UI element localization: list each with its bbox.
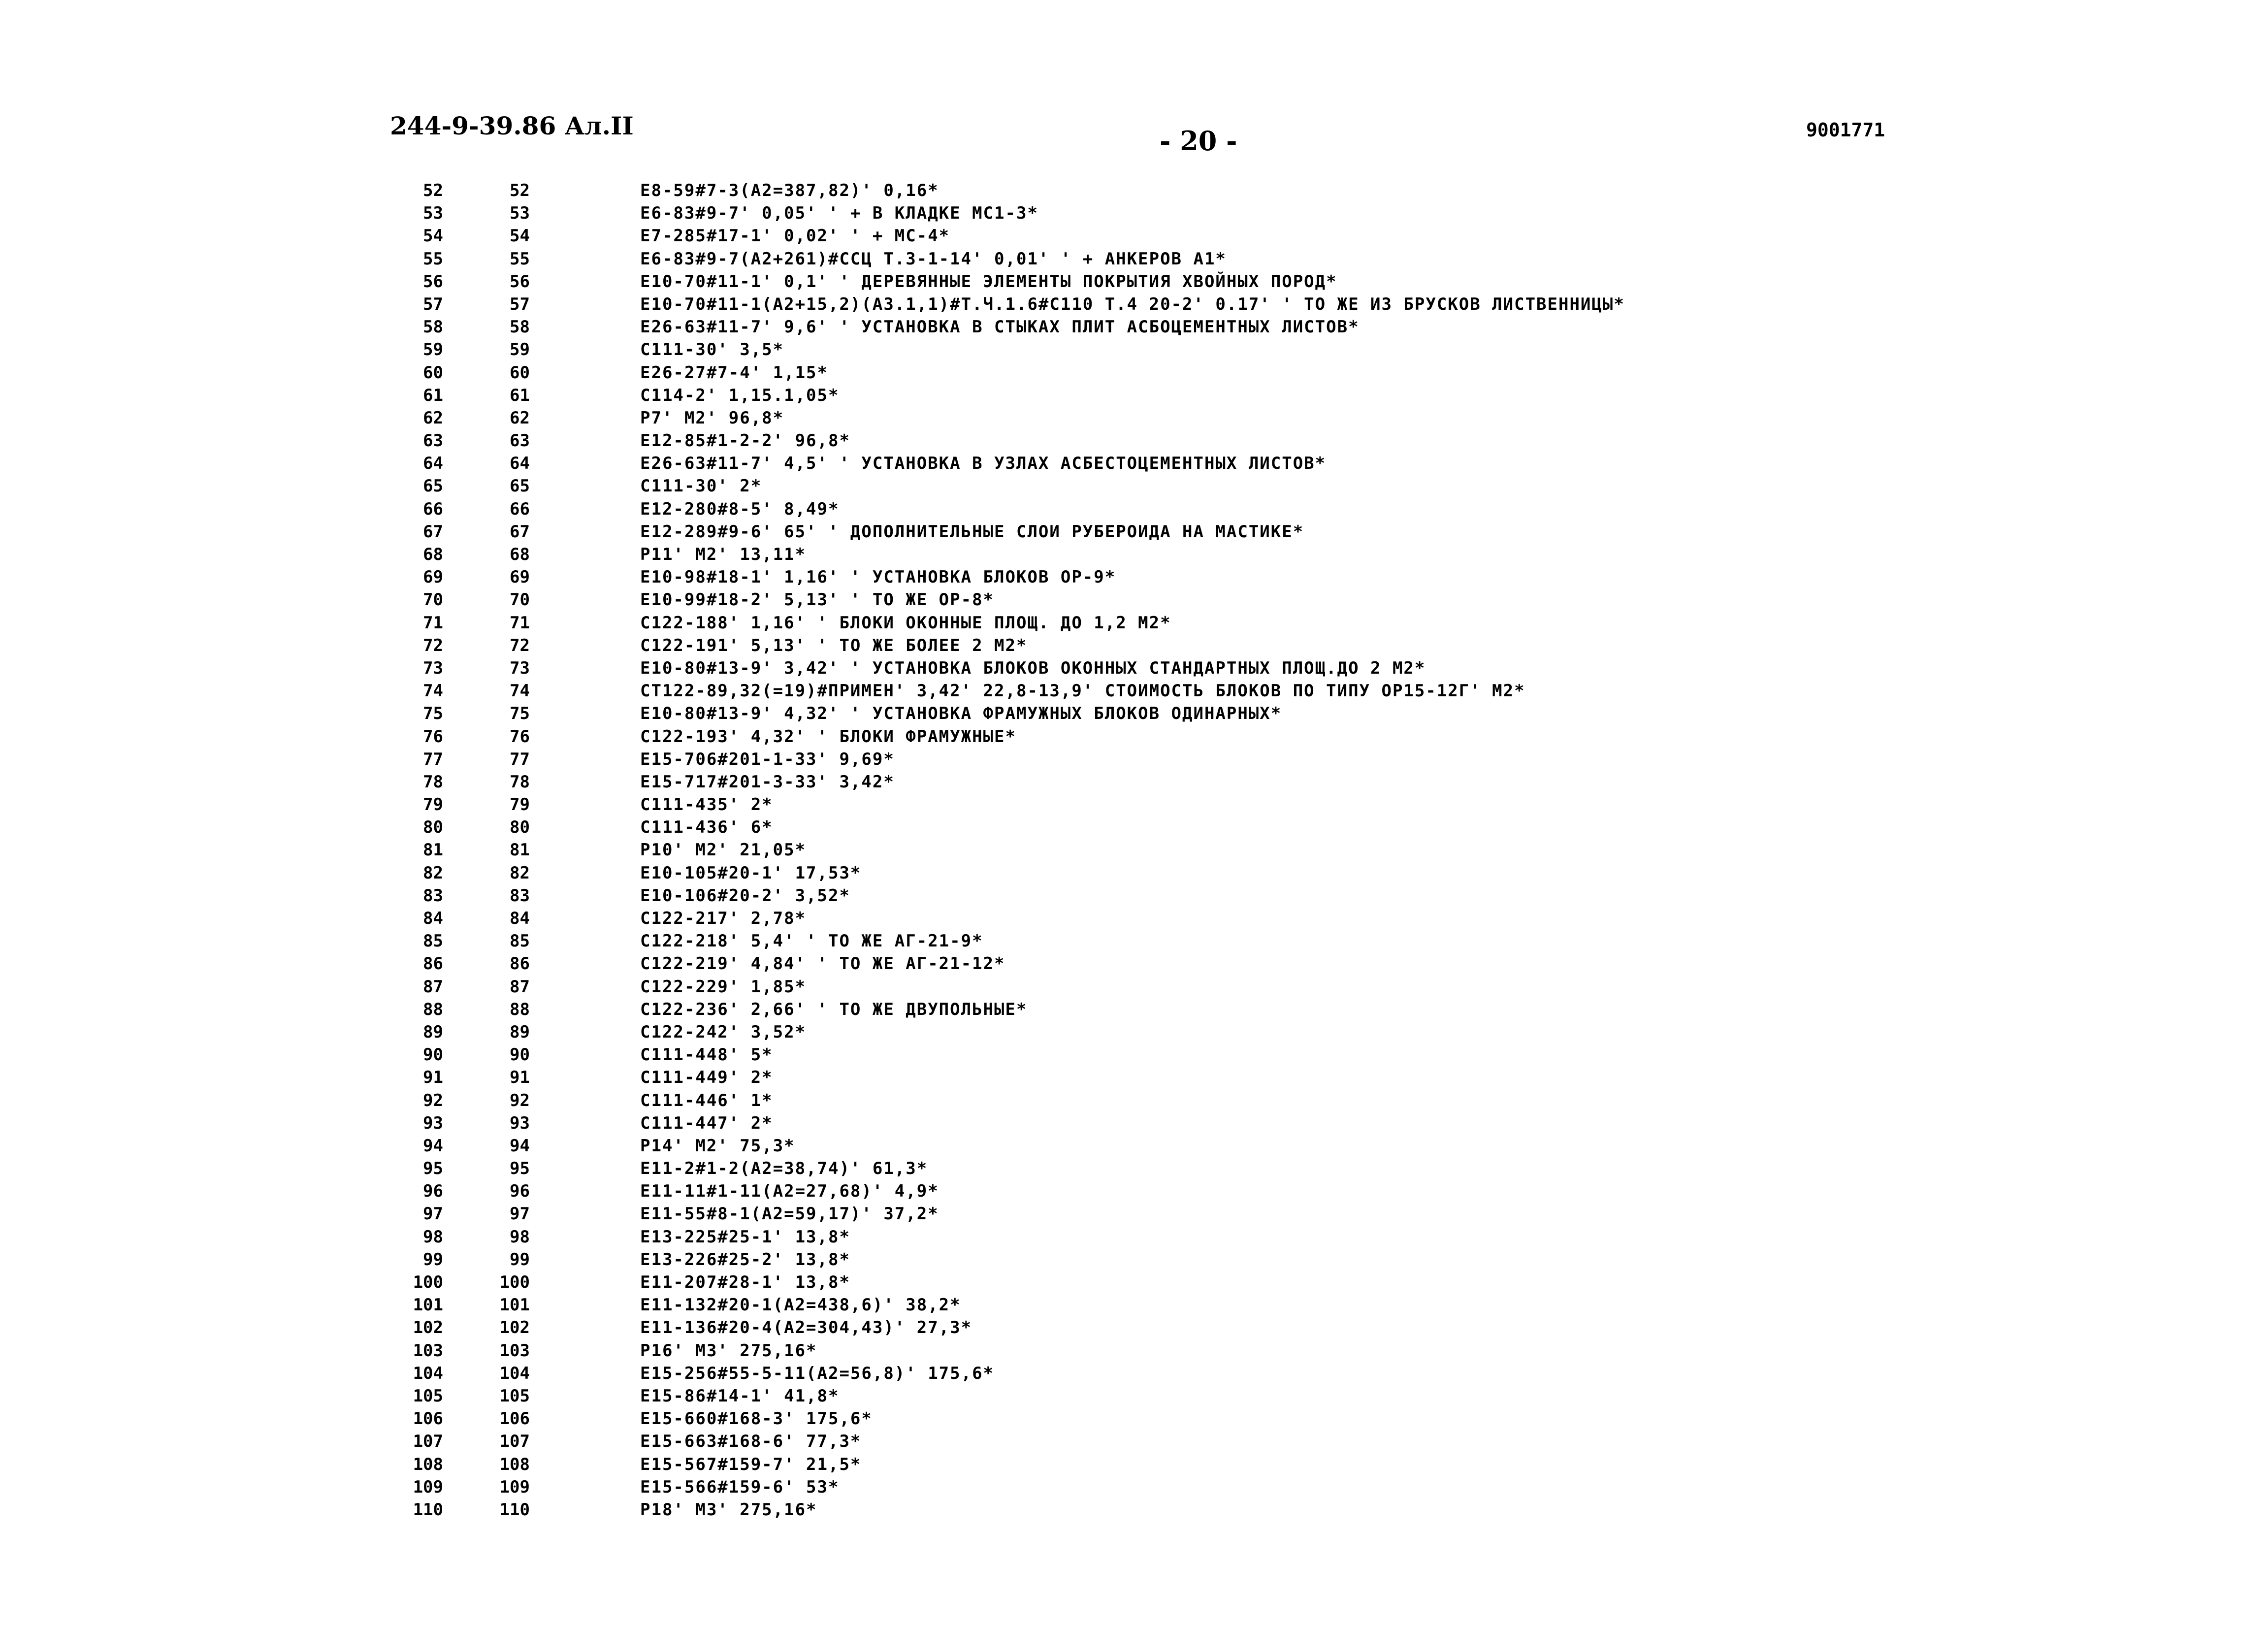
row-number: 73: [423, 658, 443, 678]
row-number: 87: [423, 977, 443, 997]
row-number-repeat: 75: [510, 704, 530, 724]
row-entry: Е15-717#201-3-33' 3,42*: [640, 772, 895, 792]
row-number-repeat: 57: [510, 294, 530, 314]
row-entry: С122-229' 1,85*: [640, 977, 807, 997]
row-number-repeat: 104: [499, 1363, 530, 1383]
row-number-repeat: 108: [499, 1454, 530, 1474]
row-number: 74: [423, 681, 443, 701]
row-entry: Е12-289#9-6' 65' ' ДОПОЛНИТЕЛЬНЫЕ СЛОИ РУБЕРОИДА НА МАСТИКЕ*: [640, 521, 1304, 542]
row-number-repeat: 59: [510, 340, 530, 360]
row-number: 53: [423, 203, 443, 224]
row-entry: Е11-136#20-4(А2=304,43)' 27,3*: [640, 1318, 972, 1338]
row-entry: Е10-80#13-9' 3,42' ' УСТАНОВКА БЛОКОВ ОКОННЫХ СТАНДАРТНЫХ ПЛОЩ.ДО 2 М2*: [640, 658, 1426, 678]
row-number: 83: [423, 885, 443, 906]
row-number: 102: [413, 1318, 443, 1338]
row-number: 108: [413, 1454, 443, 1474]
row-number: 76: [423, 726, 443, 747]
row-entry: Е13-225#25-1' 13,8*: [640, 1227, 850, 1247]
table-row: [0, 316, 2268, 338]
table-row: [0, 702, 2268, 725]
row-entry: Е15-660#168-3' 175,6*: [640, 1409, 873, 1429]
row-entry: С122-242' 3,52*: [640, 1022, 807, 1042]
row-number: 67: [423, 521, 443, 542]
row-entry: С122-191' 5,13' ' ТО ЖЕ БОЛЕЕ 2 М2*: [640, 635, 1028, 655]
row-entry: Е10-70#11-1(А2+15,2)(А3.1,1)#Т.Ч.1.6#С110 Т.4 20-2' 0.17' ' ТО ЖЕ ИЗ БРУСКОВ ЛИСТВЕННИЦЫ*: [640, 294, 1625, 314]
row-entry: Е10-106#20-2' 3,52*: [640, 885, 850, 906]
table-row: [0, 1135, 2268, 1157]
table-row: [0, 248, 2268, 270]
table-row: [0, 862, 2268, 884]
row-number: 75: [423, 704, 443, 724]
row-entry: Е26-27#7-4' 1,15*: [640, 362, 828, 383]
row-number: 94: [423, 1136, 443, 1156]
page-number: - 20 -: [1160, 125, 1237, 157]
table-row: [0, 930, 2268, 952]
table-row: [0, 407, 2268, 429]
row-entry: Е15-566#159-6' 53*: [640, 1477, 840, 1497]
row-number-repeat: 81: [510, 840, 530, 860]
row-number: 54: [423, 226, 443, 246]
row-number-repeat: 88: [510, 999, 530, 1019]
row-entry: Е15-86#14-1' 41,8*: [640, 1386, 840, 1406]
table-row: [0, 543, 2268, 566]
row-number: 59: [423, 340, 443, 360]
row-number-repeat: 85: [510, 931, 530, 951]
table-row: [0, 1476, 2268, 1499]
row-number: 71: [423, 613, 443, 633]
row-entry: Р11' М2' 13,11*: [640, 545, 807, 564]
row-entry: Е11-132#20-1(А2=438,6)' 38,2*: [640, 1295, 961, 1315]
table-row: [0, 1407, 2268, 1430]
row-number: 58: [423, 317, 443, 337]
row-entry: С111-449' 2*: [640, 1068, 773, 1088]
row-number: 62: [423, 408, 443, 428]
table-row: [0, 1499, 2268, 1521]
row-number-repeat: 68: [510, 545, 530, 564]
row-entry: Е10-98#18-1' 1,16' ' УСТАНОВКА БЛОКОВ ОР-9*: [640, 567, 1116, 587]
table-row: [0, 1316, 2268, 1339]
row-number: 69: [423, 567, 443, 587]
row-number: 110: [413, 1499, 443, 1520]
row-entry: Е10-80#13-9' 4,32' ' УСТАНОВКА ФРАМУЖНЫХ БЛОКОВ ОДИНАРНЫХ*: [640, 704, 1282, 724]
row-number: 97: [423, 1204, 443, 1224]
row-number-repeat: 79: [510, 795, 530, 815]
document-code: 244-9-39.86 Ал.II: [390, 111, 634, 140]
row-entry: СТ122-89,32(=19)#ПРИМЕН' 3,42' 22,8-13,9' СТОИМОСТЬ БЛОКОВ ПО ТИПУ ОР15-12Г' М2*: [640, 681, 1525, 701]
row-number: 82: [423, 863, 443, 883]
row-entry: Е15-256#55-5-11(А2=56,8)' 175,6*: [640, 1363, 995, 1383]
table-row: [0, 1339, 2268, 1362]
table-row: [0, 179, 2268, 202]
table-row: [0, 1248, 2268, 1271]
row-number-repeat: 69: [510, 567, 530, 587]
row-number-repeat: 63: [510, 431, 530, 451]
row-number-repeat: 64: [510, 454, 530, 474]
row-number: 88: [423, 999, 443, 1019]
row-number-repeat: 74: [510, 681, 530, 701]
row-number: 55: [423, 249, 443, 269]
row-entry: Е26-63#11-7' 9,6' ' УСТАНОВКА В СТЫКАХ ПЛИТ АСБОЦЕМЕНТНЫХ ЛИСТОВ*: [640, 317, 1360, 337]
table-row: [0, 498, 2268, 521]
row-entry: С122-217' 2,78*: [640, 909, 807, 928]
table-row: [0, 1385, 2268, 1407]
row-entry: Е15-706#201-1-33' 9,69*: [640, 749, 895, 769]
table-row: [0, 976, 2268, 998]
table-row: [0, 793, 2268, 816]
row-number: 98: [423, 1227, 443, 1247]
row-number-repeat: 52: [510, 181, 530, 200]
document-id: 9001771: [1806, 119, 1885, 141]
row-entry: Е15-567#159-7' 21,5*: [640, 1454, 862, 1474]
row-entry: С114-2' 1,15.1,05*: [640, 385, 840, 405]
row-number-repeat: 72: [510, 635, 530, 655]
table-row: [0, 429, 2268, 452]
row-number: 106: [413, 1409, 443, 1429]
row-number-repeat: 99: [510, 1249, 530, 1270]
table-row: [0, 612, 2268, 634]
row-entry: Р10' М2' 21,05*: [640, 840, 807, 860]
row-number: 93: [423, 1113, 443, 1133]
table-row: [0, 225, 2268, 247]
table-row: [0, 475, 2268, 497]
row-number-repeat: 98: [510, 1227, 530, 1247]
row-number-repeat: 100: [499, 1272, 530, 1292]
row-number-repeat: 110: [499, 1499, 530, 1520]
row-number: 104: [413, 1363, 443, 1383]
row-number: 105: [413, 1386, 443, 1406]
row-entry: С111-436' 6*: [640, 817, 773, 838]
row-entry: Е8-59#7-3(А2=387,82)' 0,16*: [640, 181, 939, 200]
row-entry: Е6-83#9-7' 0,05' ' + В КЛАДКЕ МС1-3*: [640, 203, 1038, 224]
row-number: 66: [423, 499, 443, 519]
row-number: 89: [423, 1022, 443, 1042]
row-number-repeat: 95: [510, 1159, 530, 1179]
table-row: [0, 657, 2268, 680]
table-row: [0, 907, 2268, 930]
row-number: 77: [423, 749, 443, 769]
table-row: [0, 725, 2268, 748]
table-row: [0, 452, 2268, 475]
row-number-repeat: 56: [510, 271, 530, 292]
row-number-repeat: 53: [510, 203, 530, 224]
row-number: 109: [413, 1477, 443, 1497]
row-number-repeat: 82: [510, 863, 530, 883]
row-number: 52: [423, 181, 443, 200]
row-number-repeat: 62: [510, 408, 530, 428]
row-number: 80: [423, 817, 443, 838]
row-number-repeat: 106: [499, 1409, 530, 1429]
row-entry: Е10-70#11-1' 0,1' ' ДЕРЕВЯННЫЕ ЭЛЕМЕНТЫ ПОКРЫТИЯ ХВОЙНЫХ ПОРОД*: [640, 271, 1337, 292]
row-number-repeat: 97: [510, 1204, 530, 1224]
row-entry: С111-30' 2*: [640, 476, 762, 496]
row-entry: С111-448' 5*: [640, 1045, 773, 1065]
row-number-repeat: 107: [499, 1432, 530, 1452]
row-entry: Е6-83#9-7(А2+261)#ССЦ Т.3-1-14' 0,01' ' + АНКЕРОВ А1*: [640, 249, 1227, 269]
table-row: [0, 1271, 2268, 1294]
row-entry: Е26-63#11-7' 4,5' ' УСТАНОВКА В УЗЛАХ АСБЕСТОЦЕМЕНТНЫХ ЛИСТОВ*: [640, 454, 1327, 474]
row-entry: С111-446' 1*: [640, 1090, 773, 1110]
table-row: [0, 293, 2268, 316]
table-row: [0, 634, 2268, 657]
row-number-repeat: 105: [499, 1386, 530, 1406]
row-number-repeat: 67: [510, 521, 530, 542]
row-number: 68: [423, 545, 443, 564]
row-number: 91: [423, 1068, 443, 1088]
row-number: 86: [423, 954, 443, 974]
row-number: 100: [413, 1272, 443, 1292]
row-entry: С111-30' 3,5*: [640, 340, 784, 360]
row-number: 84: [423, 909, 443, 928]
table-row: [0, 884, 2268, 907]
row-entry: С122-193' 4,32' ' БЛОКИ ФРАМУЖНЫЕ*: [640, 726, 1016, 747]
table-row: [0, 1180, 2268, 1203]
table-row: [0, 1066, 2268, 1089]
listing-rows: [0, 179, 2268, 1521]
row-entry: Е11-207#28-1' 13,8*: [640, 1272, 850, 1292]
row-number: 61: [423, 385, 443, 405]
table-row: [0, 680, 2268, 702]
row-number: 64: [423, 454, 443, 474]
table-row: [0, 771, 2268, 793]
row-number: 92: [423, 1090, 443, 1110]
row-number-repeat: 66: [510, 499, 530, 519]
row-number: 81: [423, 840, 443, 860]
row-entry: Е13-226#25-2' 13,8*: [640, 1249, 850, 1270]
row-number-repeat: 55: [510, 249, 530, 269]
row-entry: Е15-663#168-6' 77,3*: [640, 1432, 862, 1452]
row-number: 99: [423, 1249, 443, 1270]
row-number: 95: [423, 1159, 443, 1179]
table-row: [0, 1294, 2268, 1316]
row-entry: Е10-105#20-1' 17,53*: [640, 863, 862, 883]
row-number-repeat: 94: [510, 1136, 530, 1156]
row-number: 79: [423, 795, 443, 815]
row-number: 57: [423, 294, 443, 314]
row-number-repeat: 65: [510, 476, 530, 496]
row-entry: Е12-85#1-2-2' 96,8*: [640, 431, 850, 451]
table-row: [0, 1453, 2268, 1476]
row-number: 65: [423, 476, 443, 496]
table-row: [0, 952, 2268, 975]
row-number-repeat: 84: [510, 909, 530, 928]
table-row: [0, 1043, 2268, 1066]
row-number-repeat: 70: [510, 590, 530, 610]
row-number: 72: [423, 635, 443, 655]
row-number: 78: [423, 772, 443, 792]
row-entry: С122-188' 1,16' ' БЛОКИ ОКОННЫЕ ПЛОЩ. ДО 1,2 М2*: [640, 613, 1171, 633]
row-number: 96: [423, 1181, 443, 1202]
row-number-repeat: 102: [499, 1318, 530, 1338]
row-number: 85: [423, 931, 443, 951]
row-number: 60: [423, 362, 443, 383]
row-entry: Р18' М3' 275,16*: [640, 1499, 817, 1520]
table-row: [0, 338, 2268, 361]
table-row: [0, 1430, 2268, 1453]
table-row: [0, 384, 2268, 407]
table-row: [0, 1112, 2268, 1135]
row-number-repeat: 76: [510, 726, 530, 747]
row-number-repeat: 93: [510, 1113, 530, 1133]
row-entry: С111-447' 2*: [640, 1113, 773, 1133]
table-row: [0, 270, 2268, 293]
row-number-repeat: 54: [510, 226, 530, 246]
row-number-repeat: 77: [510, 749, 530, 769]
table-row: [0, 998, 2268, 1021]
table-row: [0, 1362, 2268, 1385]
table-row: [0, 1203, 2268, 1225]
row-number-repeat: 71: [510, 613, 530, 633]
row-number-repeat: 60: [510, 362, 530, 383]
row-number: 56: [423, 271, 443, 292]
row-entry: С111-435' 2*: [640, 795, 773, 815]
row-number: 63: [423, 431, 443, 451]
row-number: 90: [423, 1045, 443, 1065]
row-number: 103: [413, 1340, 443, 1361]
row-entry: С122-219' 4,84' ' ТО ЖЕ АГ-21-12*: [640, 954, 1005, 974]
row-number-repeat: 92: [510, 1090, 530, 1110]
table-row: [0, 748, 2268, 771]
row-entry: Р16' М3' 275,16*: [640, 1340, 817, 1361]
table-row: [0, 1226, 2268, 1248]
row-number-repeat: 73: [510, 658, 530, 678]
table-row: [0, 361, 2268, 384]
row-number-repeat: 103: [499, 1340, 530, 1361]
row-number-repeat: 83: [510, 885, 530, 906]
row-number: 107: [413, 1432, 443, 1452]
row-number-repeat: 96: [510, 1181, 530, 1202]
row-entry: Е10-99#18-2' 5,13' ' ТО ЖЕ ОР-8*: [640, 590, 995, 610]
row-entry: Р7' М2' 96,8*: [640, 408, 784, 428]
table-row: [0, 1157, 2268, 1180]
row-entry: Е12-280#8-5' 8,49*: [640, 499, 840, 519]
row-entry: Е11-55#8-1(А2=59,17)' 37,2*: [640, 1204, 939, 1224]
row-number-repeat: 101: [499, 1295, 530, 1315]
row-number-repeat: 91: [510, 1068, 530, 1088]
row-number: 70: [423, 590, 443, 610]
table-row: [0, 1089, 2268, 1112]
row-number-repeat: 90: [510, 1045, 530, 1065]
table-row: [0, 1021, 2268, 1043]
row-number-repeat: 80: [510, 817, 530, 838]
row-number-repeat: 86: [510, 954, 530, 974]
table-row: [0, 588, 2268, 611]
row-number-repeat: 61: [510, 385, 530, 405]
table-row: [0, 816, 2268, 839]
row-number-repeat: 89: [510, 1022, 530, 1042]
table-row: [0, 839, 2268, 861]
row-entry: С122-236' 2,66' ' ТО ЖЕ ДВУПОЛЬНЫЕ*: [640, 999, 1028, 1019]
row-entry: Е7-285#17-1' 0,02' ' + МС-4*: [640, 226, 950, 246]
row-number: 101: [413, 1295, 443, 1315]
row-number-repeat: 58: [510, 317, 530, 337]
row-entry: Р14' М2' 75,3*: [640, 1136, 795, 1156]
row-number-repeat: 109: [499, 1477, 530, 1497]
row-entry: Е11-11#1-11(А2=27,68)' 4,9*: [640, 1181, 939, 1202]
table-row: [0, 566, 2268, 588]
row-number-repeat: 78: [510, 772, 530, 792]
row-entry: Е11-2#1-2(А2=38,74)' 61,3*: [640, 1159, 928, 1179]
table-row: [0, 521, 2268, 543]
row-number-repeat: 87: [510, 977, 530, 997]
row-entry: С122-218' 5,4' ' ТО ЖЕ АГ-21-9*: [640, 931, 983, 951]
table-row: [0, 202, 2268, 225]
